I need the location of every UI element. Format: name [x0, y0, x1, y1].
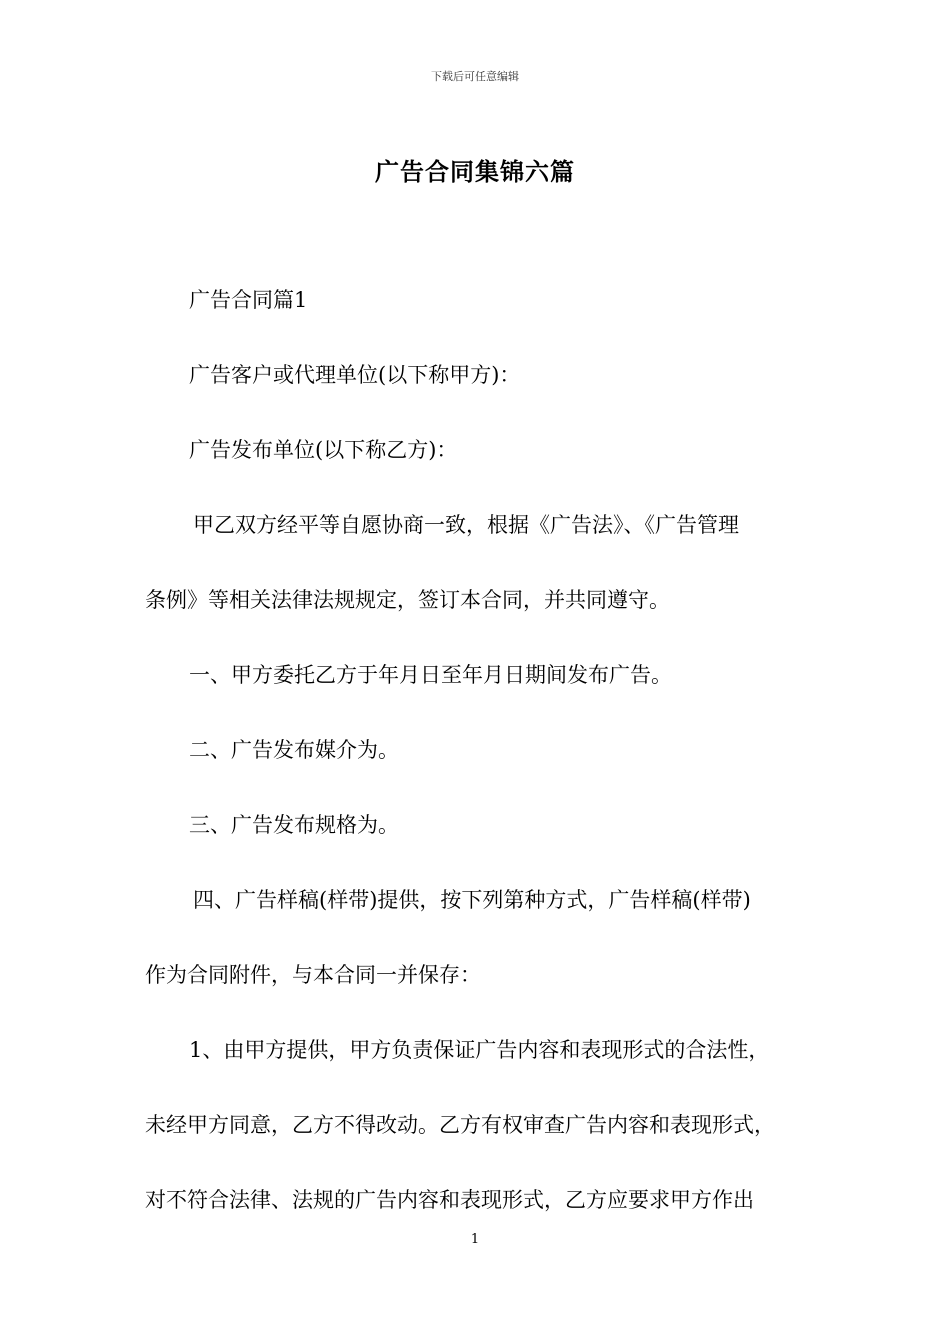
clause-line: 对不符合法律、法规的广告内容和表现形式，乙方应要求甲方作出 [145, 1188, 754, 1212]
clause-line: 1、由甲方提供，甲方负责保证广告内容和表现形式的合法性， [189, 1038, 770, 1062]
clause-line: 作为合同附件，与本合同一并保存： [145, 963, 481, 987]
document-title: 广告合同集锦六篇 [375, 157, 575, 186]
clause-line: 四、广告样稿(样带)提供，按下列第种方式，广告样稿(样带) [193, 888, 751, 912]
clause-line: 二、广告发布媒介为。 [189, 738, 399, 762]
party-a-line: 广告客户或代理单位(以下称甲方)： [189, 363, 521, 387]
page-number: 1 [470, 1232, 480, 1247]
paragraph-line: 甲乙双方经平等自愿协商一致，根据《广告法》、《广告管理 [193, 513, 739, 537]
party-b-line: 广告发布单位(以下称乙方)： [189, 438, 458, 462]
clause-line: 三、广告发布规格为。 [189, 813, 399, 837]
clause-line: 一、甲方委托乙方于年月日至年月日期间发布广告。 [189, 663, 672, 687]
header-note: 下载后可任意编辑 [431, 70, 519, 83]
clause-line: 未经甲方同意，乙方不得改动。乙方有权审查广告内容和表现形式， [145, 1113, 775, 1137]
section-heading: 广告合同篇1 [189, 288, 308, 312]
paragraph-line: 条例》等相关法律法规规定，签订本合同，并共同遵守。 [145, 588, 670, 612]
